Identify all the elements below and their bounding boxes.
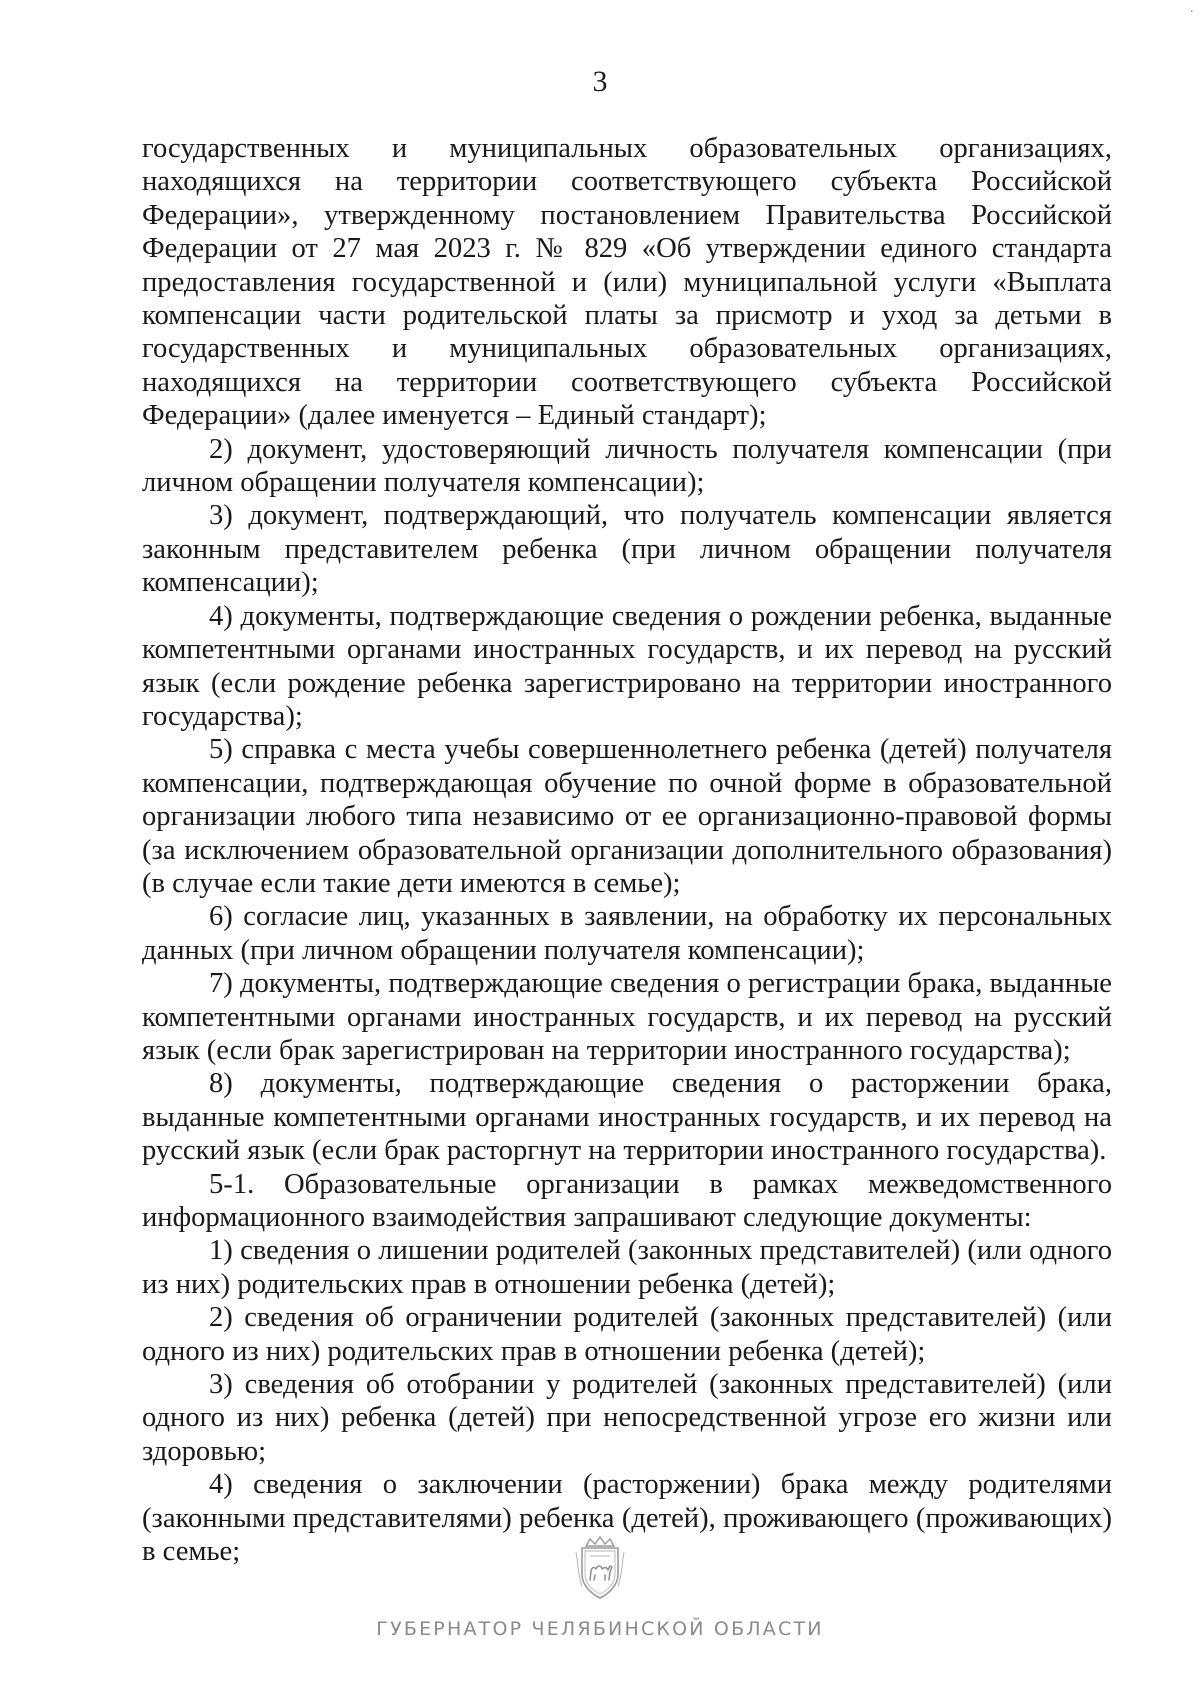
paragraph: 4) сведения о заключении (расторжении) брака между родителями (законными представителями) ребенка (детей), проживающего (проживающих) в семье; <box>142 1469 1112 1568</box>
paragraph: государственных и муниципальных образовательных организациях, находящихся на территории соответствующего субъекта Российской Федерации», утвержденному постановлением Правительства Российской Федерации от 27 мая 2023 г. № 829 «Об утверждении единого стандарта предоставления государственной и (или) муниципальной услуги «Выплата компенсации части родительской платы за присмотр и уход за детьми в государственных и муниципальных образовательных организациях, находящихся на территории соответствующего субъекта Российской Федерации» (далее именуется – Единый стандарт); <box>142 133 1112 432</box>
footer-title: ГУБЕРНАТОР ЧЕЛЯБИНСКОЙ ОБЛАСТИ <box>376 1618 824 1640</box>
paragraph: 5) справка с места учебы совершеннолетнего ребенка (детей) получателя компенсации, подтверждающая обучение по очной форме в образовательной организации любого типа независимо от ее организационно-правовой формы (за исключением образовательной организации дополнительного образования) (в случае если такие дети имеются в семье); <box>142 734 1112 899</box>
coat-of-arms-icon <box>574 1536 626 1600</box>
paragraph: 3) документ, подтверждающий, что получатель компенсации является законным представителем ребенка (при личном обращении получателя компенсации); <box>142 500 1112 599</box>
paragraph: 2) документ, удостоверяющий личность получателя компенсации (при личном обращении получателя компенсации); <box>142 433 1112 499</box>
paragraph: 5-1. Образовательные организации в рамках межведомственного информационного взаимодействия запрашивают следующие документы: <box>142 1168 1112 1233</box>
page-number: 3 <box>592 65 608 98</box>
document-body <box>142 132 1112 1568</box>
paragraph: 1) сведения о лишении родителей (законных представителей) (или одного из них) родительских прав в отношении ребенка (детей); <box>142 1235 1112 1300</box>
paragraph: 6) согласие лиц, указанных в заявлении, на обработку их персональных данных (при личном обращении получателя компенсации); <box>142 901 1112 966</box>
paragraph: 7) документы, подтверждающие сведения о регистрации брака, выданные компетентными органами иностранных государств, и их перевод на русский язык (если брак зарегистрирован на территории иностранного государства); <box>142 968 1112 1066</box>
paragraph: 3) сведения об отобрании у родителей (законных представителей) (или одного из них) ребенка (детей) при непосредственной угрозе его жизни или здоровью; <box>142 1369 1112 1467</box>
paragraph: 4) документы, подтверждающие сведения о рождении ребенка, выданные компетентными органами иностранных государств, и их перевод на русский язык (если рождение ребенка зарегистрировано на территории иностранного государства); <box>142 600 1112 732</box>
scan-corner-mark: · <box>1189 4 1194 20</box>
paragraph: 8) документы, подтверждающие сведения о расторжении брака, выданные компетентными органами иностранных государств, и их перевод на русский язык (если брак расторгнут на территории иностранного государства). <box>142 1068 1112 1167</box>
footer <box>0 1536 1200 1640</box>
paragraph: 2) сведения об ограничении родителей (законных представителей) (или одного из них) родительских прав в отношении ребенка (детей); <box>142 1302 1112 1367</box>
